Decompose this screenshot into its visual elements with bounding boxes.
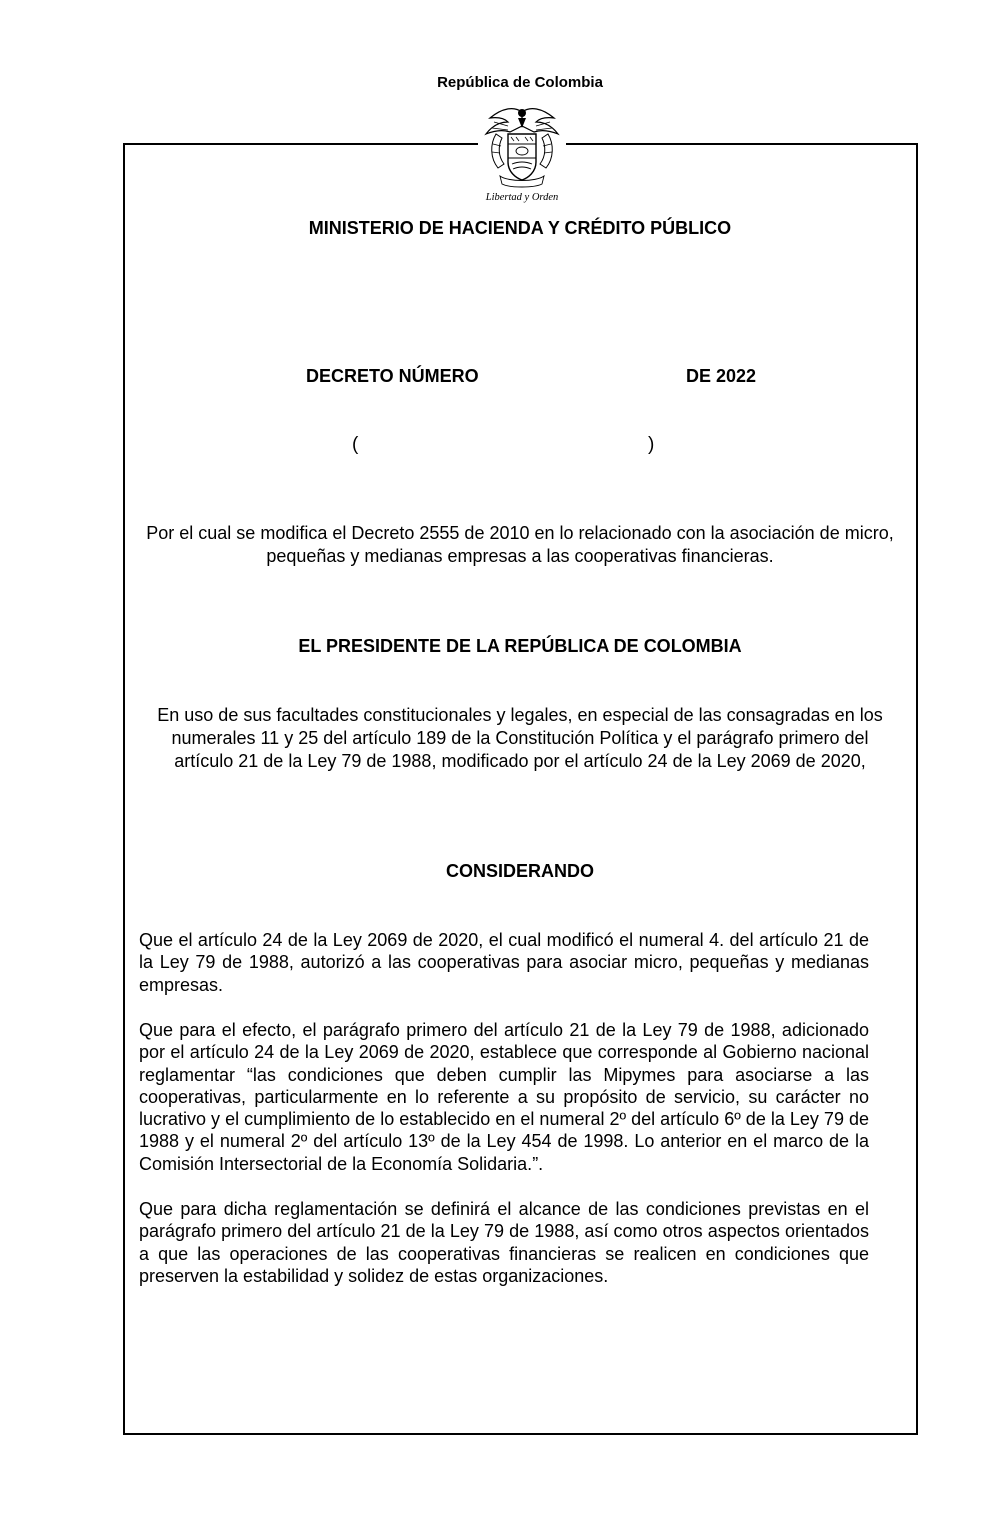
decree-date-close-paren: ) xyxy=(648,434,655,455)
considerando-heading: CONSIDERANDO xyxy=(445,861,594,881)
decree-number-label: DECRETO NÚMERO xyxy=(306,366,479,386)
considerando-paragraph-2: Que para el efecto, el parágrafo primero del artículo 21 de la Ley 79 de 1988, adicionado por el artículo 24 de la Ley 2069 de 2020, establece que corresponde al Gobierno nacional reglamentar “las condiciones que deben cumplir las Mipymes para asociarse a las cooperativas, particularmente en lo referente a su propósito de servicio, su carácter no lucrativo y el cumplimiento de lo establecido en el numeral 2º del artículo 6º de la Ley 79 de 1988 y el numeral 2º del artículo 13º de la Ley 454 de 1998. Lo anterior en el marco de la Comisión Intersectorial de la Economía Solidaria.”. xyxy=(139,1020,869,1174)
president-heading: EL PRESIDENTE DE LA REPÚBLICA DE COLOMBIA xyxy=(298,636,742,656)
seal-motto: Libertad y Orden xyxy=(485,192,559,203)
frame-top-border-right xyxy=(566,143,916,145)
decree-year: DE 2022 xyxy=(686,366,757,386)
considerando-paragraph-1: Que el artículo 24 de la Ley 2069 de 2020, el cual modificó el numeral 4. del artículo 21 de la Ley 79 de 1988, autorizó a las cooperativas para asociar micro, pequeñas y medianas empresas. xyxy=(139,930,869,995)
frame-top-border-left xyxy=(123,143,478,145)
legal-powers-statement: En uso de sus facultades constitucionales y legales, en especial de las consagradas en los numerales 11 y 25 del artículo 189 de la Constitución Política y el parágrafo primero del artículo 21 de la Ley 79 de 1988, modificado por el artículo 24 de la Ley 2069 de 2020, xyxy=(157,705,883,771)
coat-of-arms-icon xyxy=(478,104,566,204)
ministry-title: MINISTERIO DE HACIENDA Y CRÉDITO PÚBLICO xyxy=(308,218,732,238)
considerando-paragraph-3: Que para dicha reglamentación se definirá el alcance de las condiciones previstas en el parágrafo primero del artículo 21 de la Ley 79 de 1988, así como otros aspectos orientados a que las operaciones de las cooperativas financieras se realicen en condiciones que preserven la estabilidad y solidez de estas organizaciones. xyxy=(139,1199,869,1286)
decree-epigraph: Por el cual se modifica el Decreto 2555 de 2010 en lo relacionado con la asociación de micro, pequeñas y medianas empresas a las cooperativas financieras. xyxy=(146,523,894,566)
decree-date-open-paren: ( xyxy=(352,434,359,455)
country-heading: República de Colombia xyxy=(437,74,603,91)
